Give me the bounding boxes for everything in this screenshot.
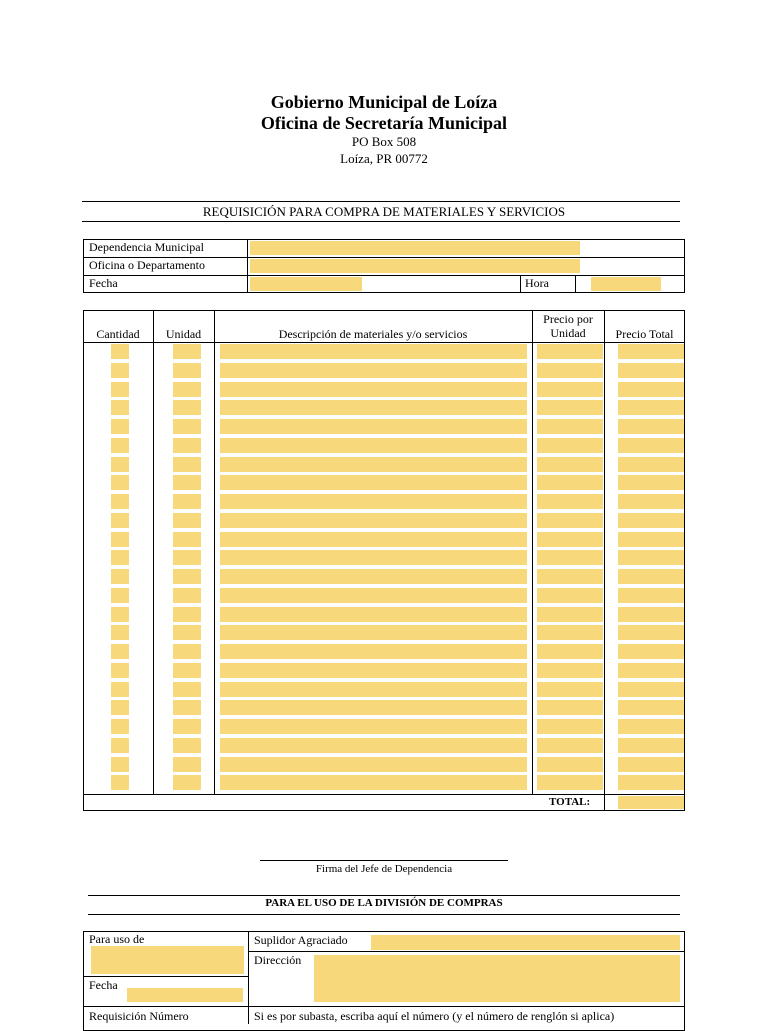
cantidad-cell[interactable] <box>111 382 129 397</box>
precio-total-cell[interactable] <box>618 775 684 790</box>
unidad-cell[interactable] <box>173 457 201 472</box>
info-col-divider <box>520 275 521 293</box>
purchasing-row-divider <box>83 976 248 977</box>
direccion-label: Dirección <box>254 953 302 967</box>
col-precio-total: Precio Total <box>615 327 674 341</box>
descripcion-cell[interactable] <box>220 738 527 753</box>
precio-unidad-cell[interactable] <box>537 663 603 678</box>
unidad-cell[interactable] <box>173 588 201 603</box>
cantidad-cell[interactable] <box>111 644 129 659</box>
precio-unidad-cell[interactable] <box>537 700 603 715</box>
title-rule-top <box>82 201 680 202</box>
municipality-title: Gobierno Municipal de Loíza <box>270 92 498 112</box>
total-label: TOTAL: <box>549 796 591 808</box>
unidad-cell[interactable] <box>173 738 201 753</box>
unidad-cell[interactable] <box>173 513 201 528</box>
precio-total-cell[interactable] <box>618 344 684 359</box>
purchasing-rule-top <box>88 895 680 896</box>
precio-unidad-cell[interactable] <box>537 738 603 753</box>
precio-unidad-cell[interactable] <box>537 513 603 528</box>
items-header-divider <box>83 342 685 343</box>
descripcion-cell[interactable] <box>220 494 527 509</box>
unidad-cell[interactable] <box>173 757 201 772</box>
precio-total-cell[interactable] <box>618 757 684 772</box>
descripcion-cell[interactable] <box>220 757 527 772</box>
unidad-cell[interactable] <box>173 569 201 584</box>
precio-total-cell[interactable] <box>618 363 684 378</box>
precio-total-cell[interactable] <box>618 663 684 678</box>
dependencia-label: Dependencia Municipal <box>89 240 204 254</box>
precio-total-cell[interactable] <box>618 719 684 734</box>
unidad-cell[interactable] <box>173 663 201 678</box>
descripcion-cell[interactable] <box>220 682 527 697</box>
precio-unidad-cell[interactable] <box>537 419 603 434</box>
descripcion-cell[interactable] <box>220 363 527 378</box>
descripcion-cell[interactable] <box>220 700 527 715</box>
items-total-divider <box>83 794 685 795</box>
info-col-divider <box>575 275 576 293</box>
descripcion-cell[interactable] <box>220 775 527 790</box>
cantidad-cell[interactable] <box>111 682 129 697</box>
precio-total-cell[interactable] <box>618 457 684 472</box>
precio-unidad-cell[interactable] <box>537 457 603 472</box>
precio-total-cell[interactable] <box>618 438 684 453</box>
descripcion-cell[interactable] <box>220 719 527 734</box>
descripcion-cell[interactable] <box>220 382 527 397</box>
precio-unidad-cell[interactable] <box>537 644 603 659</box>
descripcion-cell[interactable] <box>220 457 527 472</box>
col-unidad: Unidad <box>165 327 202 341</box>
descripcion-cell[interactable] <box>220 663 527 678</box>
direccion-field[interactable] <box>314 955 680 1002</box>
precio-unidad-cell[interactable] <box>537 607 603 622</box>
descripcion-cell[interactable] <box>220 532 527 547</box>
unidad-cell[interactable] <box>173 607 201 622</box>
cantidad-cell[interactable] <box>111 700 129 715</box>
unidad-cell[interactable] <box>173 532 201 547</box>
cantidad-cell[interactable] <box>111 475 129 490</box>
cantidad-cell[interactable] <box>111 438 129 453</box>
col-cantidad: Cantidad <box>96 327 140 341</box>
cantidad-cell[interactable] <box>111 550 129 565</box>
precio-unidad-cell[interactable] <box>537 775 603 790</box>
unidad-cell[interactable] <box>173 363 201 378</box>
signature-label: Firma del Jefe de Dependencia <box>315 863 453 875</box>
precio-unidad-cell[interactable] <box>537 550 603 565</box>
precio-total-cell[interactable] <box>618 700 684 715</box>
cantidad-cell[interactable] <box>111 607 129 622</box>
address-line-1: PO Box 508 <box>351 134 417 149</box>
precio-total-cell[interactable] <box>618 682 684 697</box>
oficina-field[interactable] <box>250 259 580 273</box>
precio-total-cell[interactable] <box>618 400 684 415</box>
unidad-cell[interactable] <box>173 682 201 697</box>
descripcion-cell[interactable] <box>220 419 527 434</box>
cantidad-cell[interactable] <box>111 344 129 359</box>
descripcion-cell[interactable] <box>220 569 527 584</box>
unidad-cell[interactable] <box>173 700 201 715</box>
para-uso-field[interactable] <box>91 946 244 974</box>
cantidad-cell[interactable] <box>111 513 129 528</box>
purchasing-rule-bottom <box>88 914 680 915</box>
dependencia-field[interactable] <box>250 241 580 255</box>
precio-unidad-cell[interactable] <box>537 682 603 697</box>
items-col-divider <box>153 310 154 794</box>
hora-label: Hora <box>525 276 549 290</box>
unidad-cell[interactable] <box>173 625 201 640</box>
precio-total-cell[interactable] <box>618 475 684 490</box>
unidad-cell[interactable] <box>173 438 201 453</box>
precio-unidad-cell[interactable] <box>537 532 603 547</box>
unidad-cell[interactable] <box>173 775 201 790</box>
suplidor-field[interactable] <box>371 935 680 950</box>
fecha-label: Fecha <box>89 276 118 290</box>
descripcion-cell[interactable] <box>220 438 527 453</box>
unidad-cell[interactable] <box>173 719 201 734</box>
cantidad-cell[interactable] <box>111 719 129 734</box>
precio-total-cell[interactable] <box>618 607 684 622</box>
cantidad-cell[interactable] <box>111 738 129 753</box>
precio-unidad-cell[interactable] <box>537 400 603 415</box>
precio-total-cell[interactable] <box>618 738 684 753</box>
precio-total-cell[interactable] <box>618 588 684 603</box>
cantidad-cell[interactable] <box>111 663 129 678</box>
col-precio-unidad-line1: Precio por <box>543 312 593 326</box>
precio-unidad-cell[interactable] <box>537 757 603 772</box>
precio-total-cell[interactable] <box>618 382 684 397</box>
purchasing-fecha-label: Fecha <box>89 978 118 992</box>
precio-unidad-cell[interactable] <box>537 625 603 640</box>
unidad-cell[interactable] <box>173 382 201 397</box>
cantidad-cell[interactable] <box>111 532 129 547</box>
precio-total-cell[interactable] <box>618 644 684 659</box>
precio-unidad-cell[interactable] <box>537 475 603 490</box>
cantidad-cell[interactable] <box>111 400 129 415</box>
precio-total-cell[interactable] <box>618 550 684 565</box>
precio-unidad-cell[interactable] <box>537 363 603 378</box>
precio-unidad-cell[interactable] <box>537 719 603 734</box>
cantidad-cell[interactable] <box>111 757 129 772</box>
descripcion-cell[interactable] <box>220 588 527 603</box>
precio-total-cell[interactable] <box>618 625 684 640</box>
precio-total-cell[interactable] <box>618 532 684 547</box>
signature-line <box>260 860 508 861</box>
cantidad-cell[interactable] <box>111 625 129 640</box>
fecha-field[interactable] <box>250 277 362 291</box>
descripcion-cell[interactable] <box>220 475 527 490</box>
items-col-divider <box>604 310 605 811</box>
unidad-cell[interactable] <box>173 494 201 509</box>
unidad-cell[interactable] <box>173 344 201 359</box>
descripcion-cell[interactable] <box>220 344 527 359</box>
precio-unidad-cell[interactable] <box>537 382 603 397</box>
purchasing-fecha-field[interactable] <box>127 988 243 1002</box>
cantidad-cell[interactable] <box>111 588 129 603</box>
items-col-divider <box>532 310 533 794</box>
purchasing-title: PARA EL USO DE LA DIVISIÓN DE COMPRAS <box>265 897 503 909</box>
descripcion-cell[interactable] <box>220 644 527 659</box>
para-uso-label: Para uso de <box>89 932 145 946</box>
requisition-title: REQUISICIÓN PARA COMPRA DE MATERIALES Y SERVICIOS <box>202 204 566 219</box>
precio-unidad-cell[interactable] <box>537 344 603 359</box>
descripcion-cell[interactable] <box>220 607 527 622</box>
cantidad-cell[interactable] <box>111 457 129 472</box>
descripcion-cell[interactable] <box>220 400 527 415</box>
purchasing-col-divider <box>248 931 249 1024</box>
subasta-label: Si es por subasta, escriba aquí el número (y el número de renglón si aplica) <box>254 1009 615 1023</box>
cantidad-cell[interactable] <box>111 494 129 509</box>
items-col-divider <box>214 310 215 794</box>
unidad-cell[interactable] <box>173 475 201 490</box>
precio-unidad-cell[interactable] <box>537 494 603 509</box>
info-col-divider <box>247 239 248 293</box>
address-line-2: Loíza, PR 00772 <box>340 151 428 166</box>
unidad-cell[interactable] <box>173 644 201 659</box>
unidad-cell[interactable] <box>173 550 201 565</box>
precio-unidad-cell[interactable] <box>537 569 603 584</box>
unidad-cell[interactable] <box>173 400 201 415</box>
oficina-label: Oficina o Departamento <box>89 258 205 272</box>
purchasing-row-divider <box>83 1006 685 1007</box>
col-descripcion: Descripción de materiales y/o servicios <box>278 327 468 341</box>
total-field[interactable] <box>618 796 684 809</box>
descripcion-cell[interactable] <box>220 625 527 640</box>
title-rule-bottom <box>82 221 680 222</box>
precio-unidad-cell[interactable] <box>537 438 603 453</box>
office-title: Oficina de Secretaría Municipal <box>260 113 508 133</box>
cantidad-cell[interactable] <box>111 363 129 378</box>
precio-total-cell[interactable] <box>618 494 684 509</box>
precio-unidad-cell[interactable] <box>537 588 603 603</box>
cantidad-cell[interactable] <box>111 419 129 434</box>
precio-total-cell[interactable] <box>618 419 684 434</box>
descripcion-cell[interactable] <box>220 513 527 528</box>
purchasing-row-divider <box>248 951 685 952</box>
precio-total-cell[interactable] <box>618 569 684 584</box>
col-precio-unidad-line2: Unidad <box>550 326 586 340</box>
descripcion-cell[interactable] <box>220 550 527 565</box>
hora-field[interactable] <box>591 277 661 291</box>
info-row-divider <box>83 275 685 276</box>
cantidad-cell[interactable] <box>111 775 129 790</box>
requisicion-numero-label: Requisición Número <box>89 1009 189 1023</box>
precio-total-cell[interactable] <box>618 513 684 528</box>
cantidad-cell[interactable] <box>111 569 129 584</box>
unidad-cell[interactable] <box>173 419 201 434</box>
suplidor-label: Suplidor Agraciado <box>254 933 348 947</box>
